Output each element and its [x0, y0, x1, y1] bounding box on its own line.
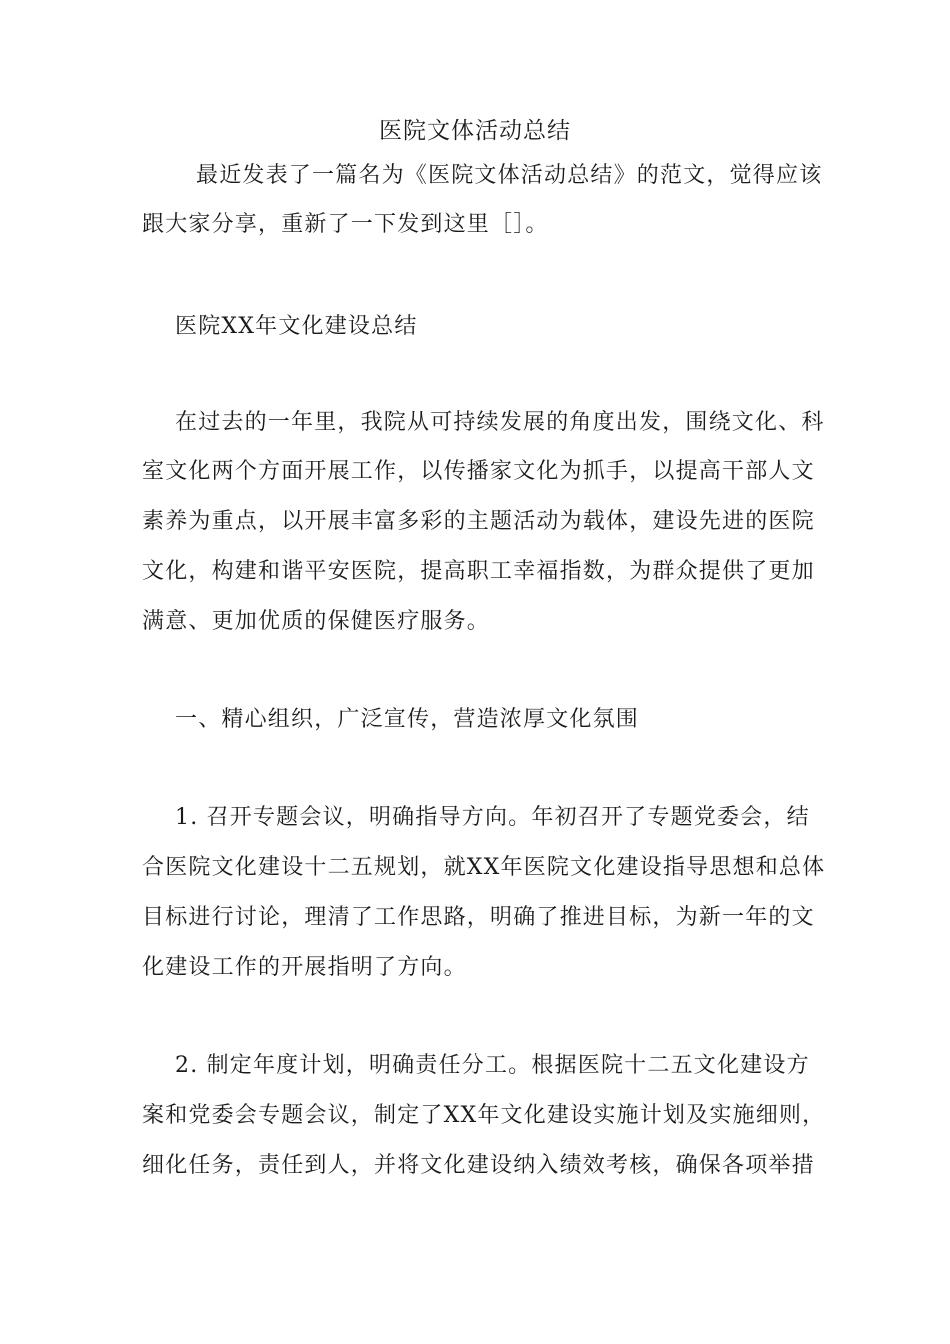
- subtitle: 医院XX年文化建设总结: [175, 314, 418, 339]
- para1-line-1: 在过去的一年里，我院从可持续发展的角度出发，围绕文化、科: [175, 410, 825, 435]
- intro-line-1: 最近发表了一篇名为《医院文体活动总结》的范文，觉得应该: [196, 163, 823, 188]
- para1-line-2: 室文化两个方面开展工作，以传播家文化为抓手，以提高干部人文: [142, 459, 815, 484]
- item1-line-2: 合医院文化建设十二五规划，就XX年医院文化建设指导思想和总体: [142, 855, 826, 880]
- item1-line-4: 化建设工作的开展指明了方向。: [142, 955, 467, 980]
- para1-line-4: 文化，构建和谐平安医院，提高职工幸福指数，为群众提供了更加: [142, 559, 815, 584]
- para1-line-3: 素养为重点，以开展丰富多彩的主题活动为载体，建设先进的医院: [142, 509, 815, 534]
- item1-line-1: 1. 召开专题会议，明确指导方向。年初召开了专题党委会，结: [175, 805, 810, 830]
- para1-line-5: 满意、更加优质的保健医疗服务。: [142, 609, 491, 634]
- section1-heading: 一、精心组织，广泛宣传，营造浓厚文化氛围: [175, 707, 640, 732]
- intro-line-2: 跟大家分享，重新了一下发到这里［］。: [142, 212, 549, 237]
- item1-line-3: 目标进行讨论，理清了工作思路，明确了推进目标，为新一年的文: [142, 905, 815, 930]
- document-title: 医院文体活动总结: [379, 118, 571, 144]
- item2-line-3: 细化任务，责任到人，并将文化建设纳入绩效考核，确保各项举措: [142, 1153, 815, 1178]
- item2-line-1: 2. 制定年度计划，明确责任分工。根据医院十二五文化建设方: [175, 1053, 810, 1078]
- item2-line-2: 案和党委会专题会议，制定了XX年文化建设实施计划及实施细则，: [142, 1103, 826, 1128]
